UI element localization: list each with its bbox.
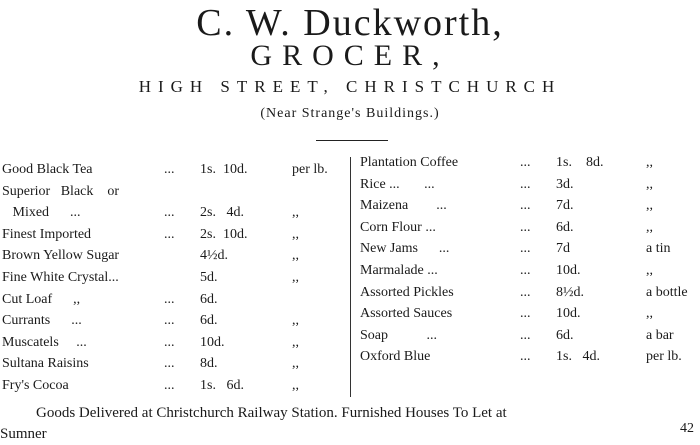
item-price: 1s. 10d. [200, 162, 248, 177]
item-price: 5d. [200, 270, 218, 285]
price-list-row [356, 261, 700, 281]
item-price: 10d. [200, 334, 225, 350]
price-list-row [0, 376, 340, 396]
location-note: (Near Strange's Buildings.) [260, 106, 440, 121]
item-unit: ,, [292, 205, 299, 221]
item-name: Mixed ... [2, 205, 81, 221]
item-price: 1s. 6d. [200, 378, 244, 393]
item-unit: ,, [292, 334, 299, 350]
leader-dots: ... [164, 313, 175, 329]
price-list-row [0, 246, 340, 266]
item-unit: ,, [292, 313, 299, 329]
footer-line-2: Sumner [0, 426, 47, 442]
price-list-row [356, 304, 700, 324]
item-unit: ,, [646, 219, 653, 235]
leader-dots: ... [164, 356, 175, 372]
item-price: 10d. [556, 263, 581, 278]
item-name: New Jams ... [360, 241, 450, 257]
leader-dots: ... [520, 327, 531, 343]
leader-dots: ... [520, 155, 531, 170]
item-unit: ,, [292, 378, 299, 393]
page-number: 42 [680, 421, 694, 436]
price-list-row [356, 196, 700, 216]
divider-rule [316, 140, 388, 141]
leader-dots: ... [520, 241, 531, 257]
item-price: 4½d. [200, 248, 228, 264]
leader-dots: ... [164, 378, 175, 393]
item-name: Marmalade ... [360, 263, 438, 278]
item-unit: per lb. [292, 162, 328, 177]
item-price: 6d. [200, 313, 218, 329]
item-name: Maizena ... [360, 198, 447, 214]
leader-dots: ... [520, 263, 531, 278]
business-name: C. W. Duckworth, [196, 2, 504, 44]
item-name: Assorted Sauces [360, 306, 453, 322]
leader-dots: ... [520, 219, 531, 235]
price-list-row [356, 347, 700, 367]
item-name: Superior Black or [2, 183, 120, 199]
price-list-row [0, 311, 340, 331]
item-unit: ,, [646, 306, 653, 322]
price-list-row [356, 326, 700, 346]
item-unit: ,, [646, 198, 653, 214]
item-price: 8½d. [556, 284, 584, 300]
item-unit: a tin [646, 241, 671, 257]
business-trade: GROCER, [250, 39, 450, 72]
item-price: 1s. 4d. [556, 349, 600, 365]
leader-dots: ... [164, 291, 175, 307]
item-price: 6d. [556, 219, 574, 235]
price-list-row [0, 290, 340, 310]
item-name: Assorted Pickles [360, 284, 454, 300]
item-name: Finest Imported [2, 226, 92, 242]
price-list-row [0, 203, 340, 223]
item-unit: a bottle [646, 284, 688, 300]
price-list-row [0, 160, 340, 180]
footer-line-1: Goods Delivered at Christchurch Railway Station. Furnished Houses To Let at [36, 405, 507, 421]
item-unit: per lb. [646, 349, 682, 365]
item-name: Oxford Blue [360, 349, 431, 365]
leader-dots: ... [520, 284, 531, 300]
leader-dots: ... [520, 306, 531, 322]
item-unit: ,, [292, 226, 299, 242]
price-list-row [356, 153, 700, 173]
price-list-row [356, 218, 700, 238]
item-name: Rice ... ... [360, 176, 435, 192]
price-list-row [0, 182, 340, 202]
item-unit: ,, [646, 263, 653, 278]
item-name: Sultana Raisins [2, 356, 89, 372]
item-unit: ,, [292, 248, 299, 264]
item-price: 8d. [200, 356, 218, 372]
item-name: Fry's Cocoa [2, 378, 69, 393]
item-price: 3d. [556, 176, 574, 192]
column-divider [350, 157, 351, 397]
leader-dots: ... [164, 334, 175, 350]
item-name: Corn Flour ... [360, 219, 436, 235]
price-list-row [0, 333, 340, 353]
price-list-row [356, 239, 700, 259]
item-price: 7d [556, 241, 570, 257]
price-list-row [0, 225, 340, 245]
item-name: Brown Yellow Sugar [2, 248, 120, 264]
leader-dots: ... [164, 162, 175, 177]
item-unit: ,, [646, 176, 653, 192]
item-price: 2s. 4d. [200, 205, 244, 221]
item-name: Good Black Tea [2, 162, 93, 177]
price-list-row [0, 268, 340, 288]
item-price: 7d. [556, 198, 574, 214]
price-list-row [356, 175, 700, 195]
business-address: HIGH STREET, CHRISTCHURCH [138, 77, 562, 96]
leader-dots: ... [520, 198, 531, 214]
item-name: Soap ... [360, 327, 437, 343]
item-name: Plantation Coffee [360, 155, 459, 170]
price-list-row [356, 283, 700, 303]
item-price: 6d. [200, 291, 218, 307]
item-unit: ,, [292, 356, 299, 372]
item-name: Currants ... [2, 313, 82, 329]
item-name: Fine White Crystal... [2, 270, 119, 285]
leader-dots: ... [164, 205, 175, 221]
item-name: Cut Loaf ,, [2, 291, 81, 307]
item-unit: ,, [292, 270, 299, 285]
price-list-row [0, 354, 340, 374]
item-unit: ,, [646, 155, 653, 170]
leader-dots: ... [520, 176, 531, 192]
item-price: 1s. 8d. [556, 155, 604, 170]
item-unit: a bar [646, 327, 674, 343]
item-name: Muscatels ... [2, 334, 87, 350]
item-price: 2s. 10d. [200, 226, 248, 242]
item-price: 6d. [556, 327, 574, 343]
leader-dots: ... [520, 349, 531, 365]
item-price: 10d. [556, 306, 581, 322]
leader-dots: ... [164, 226, 175, 242]
